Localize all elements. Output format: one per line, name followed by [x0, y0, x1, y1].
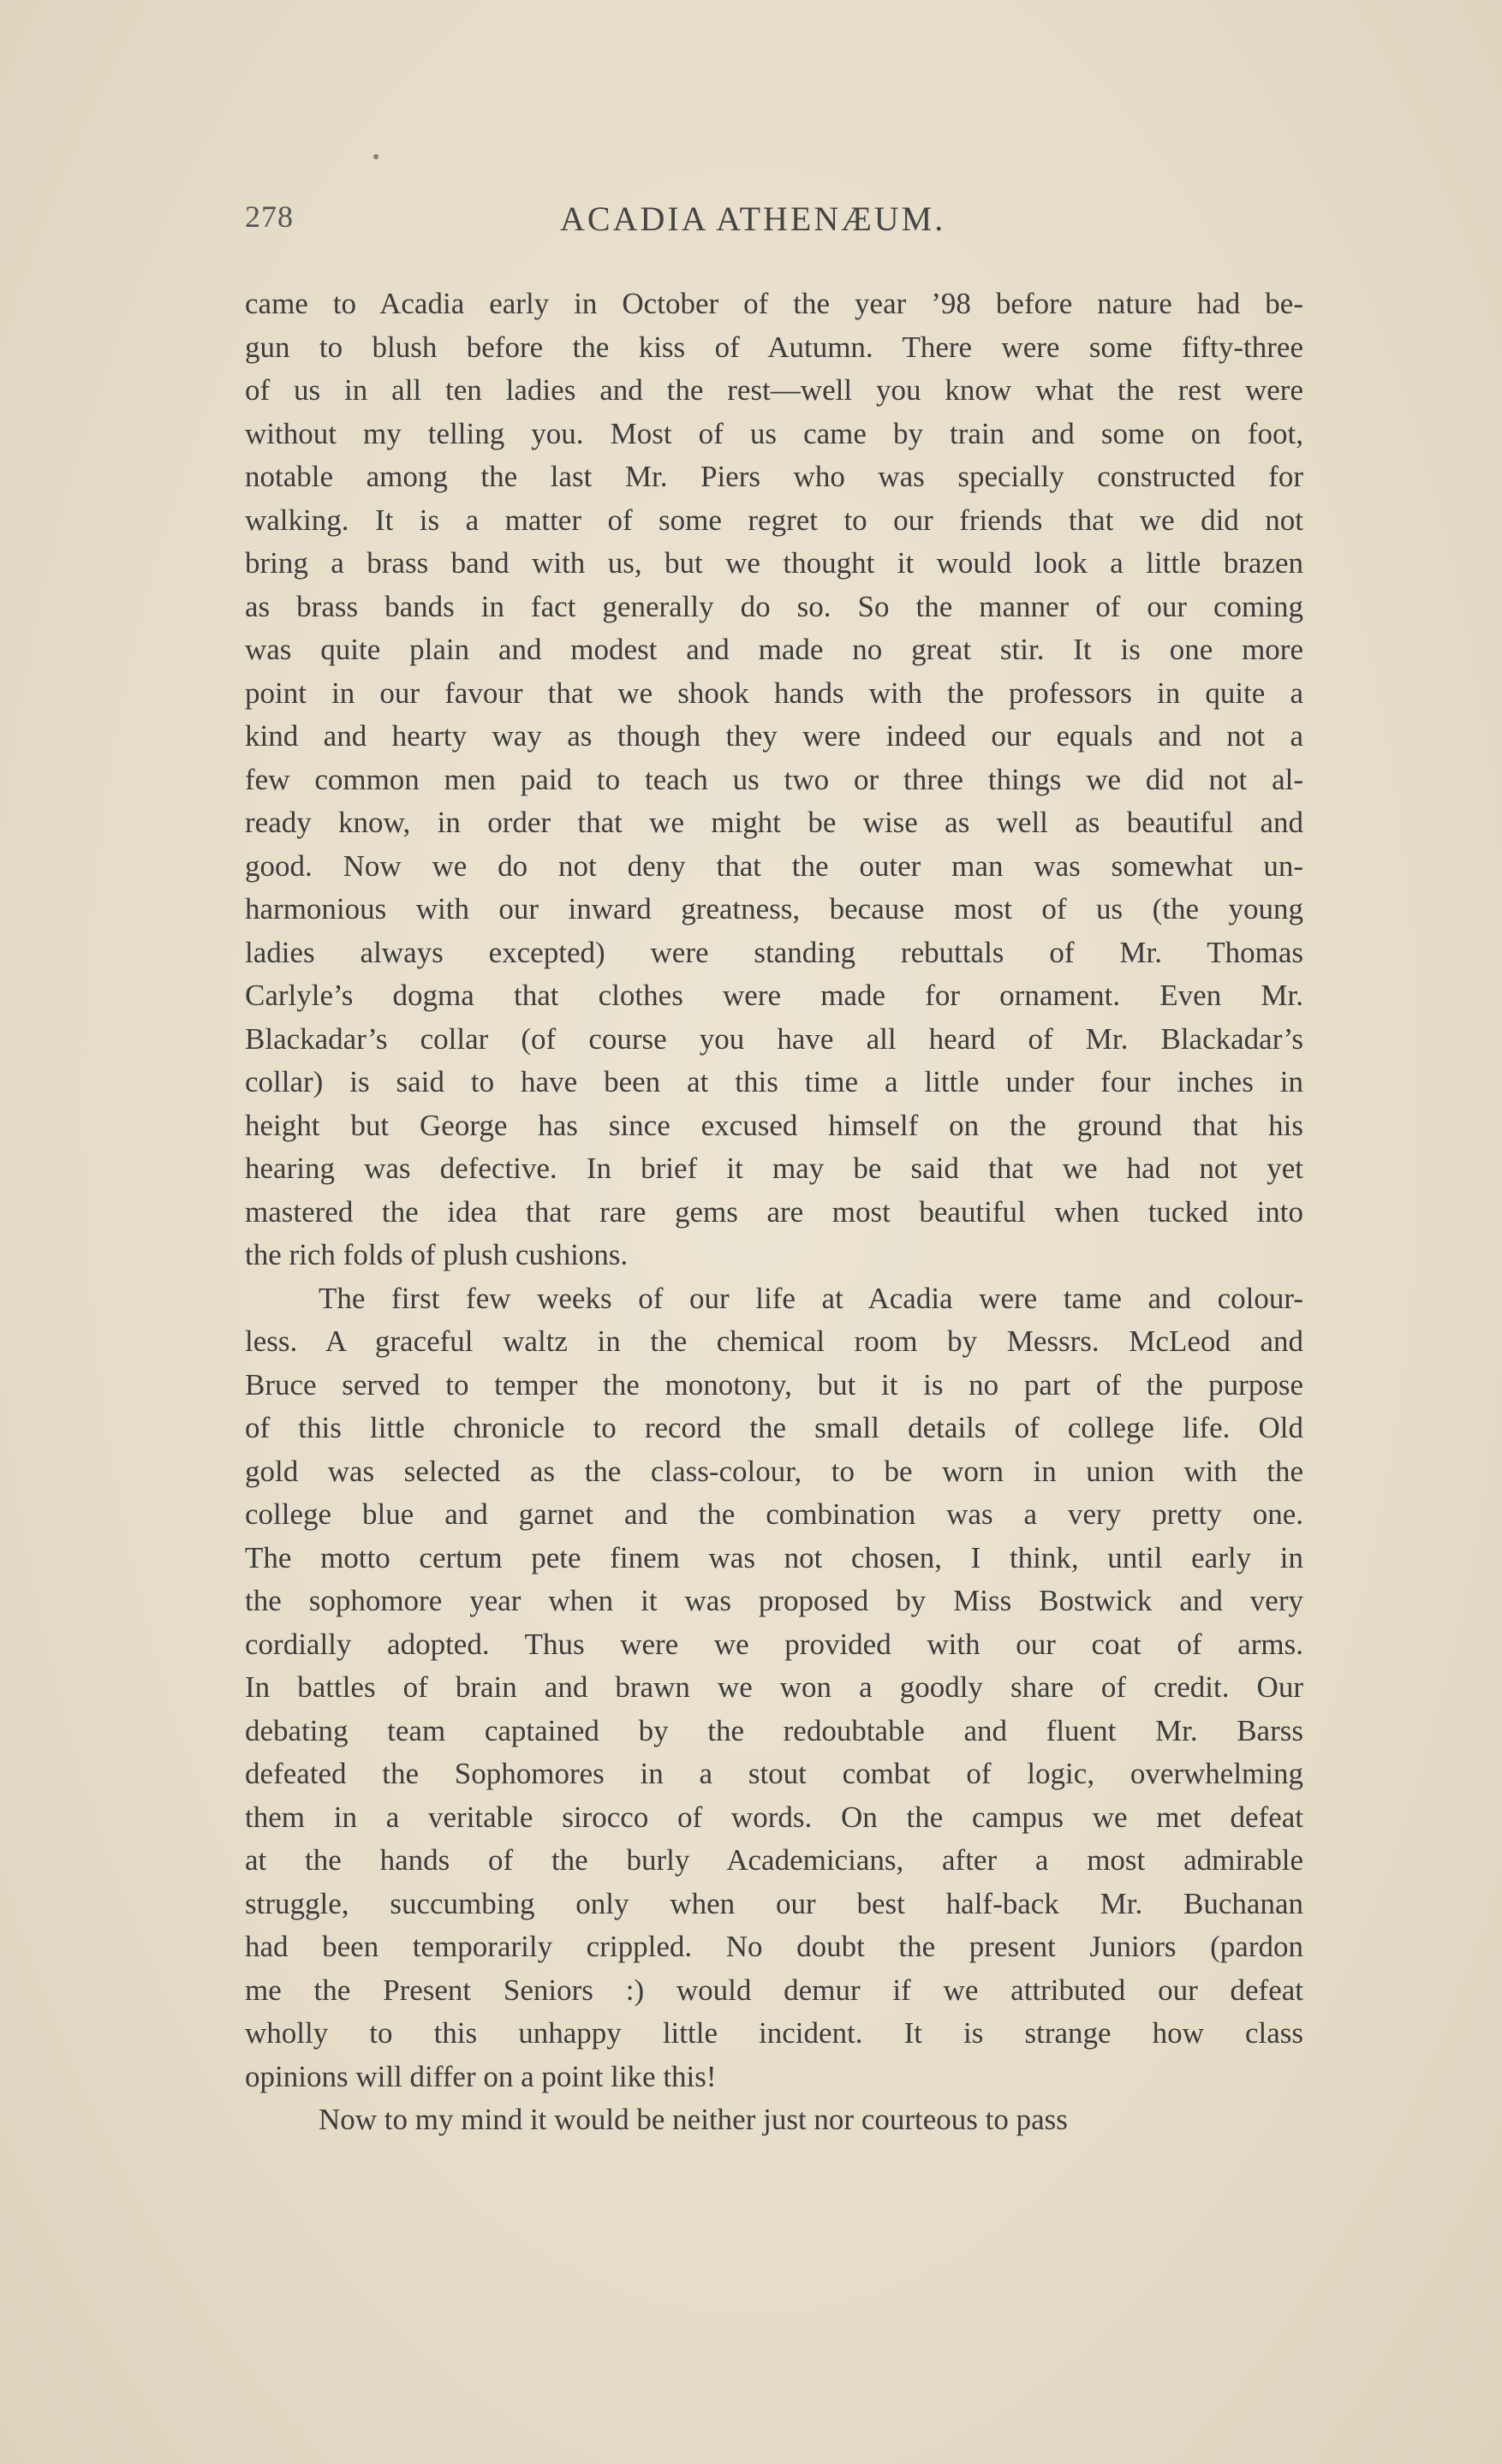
- text-line: Now to my mind it would be neither just nor courteous to pass: [319, 2103, 1068, 2136]
- text-line: as brass bands in fact generally do so. So the manner of our coming: [245, 589, 1303, 623]
- text-line: bring a brass band with us, but we thought it would look a little brazen: [245, 546, 1303, 580]
- text-line: hearing was defective. In brief it may be said that we had not yet: [245, 1152, 1303, 1185]
- text-line: opinions will differ on a point like this!: [245, 2059, 717, 2093]
- text-line: had been temporarily crippled. No doubt the present Juniors (pardon: [245, 1930, 1303, 1963]
- text-line: the sophomore year when it was proposed by Miss Bostwick and very: [245, 1584, 1303, 1617]
- text-line: of this little chronicle to record the small details of college life. Old: [245, 1411, 1303, 1444]
- text-line: few common men paid to teach us two or three things we did not al-: [245, 762, 1303, 796]
- text-line: defeated the Sophomores in a stout combat of logic, overwhelming: [245, 1757, 1303, 1790]
- text-line: college blue and garnet and the combination was a very pretty one.: [245, 1497, 1303, 1531]
- text-line: wholly to this unhappy little incident. It is strange how class: [245, 2016, 1303, 2050]
- text-line: less. A graceful waltz in the chemical room by Messrs. McLeod and: [245, 1324, 1303, 1358]
- text-line: was quite plain and modest and made no great stir. It is one more: [245, 633, 1303, 666]
- text-line: them in a veritable sirocco of words. On the campus we met defeat: [245, 1800, 1303, 1834]
- text-line: notable among the last Mr. Piers who was specially constructed for: [245, 460, 1303, 493]
- page-header: [245, 199, 1298, 250]
- text-line: Bruce served to temper the monotony, but it is no part of the purpose: [245, 1367, 1303, 1402]
- text-line: mastered the idea that rare gems are most beautiful when tucked into: [245, 1194, 1303, 1229]
- text-line: cordially adopted. Thus were we provided with our coat of arms.: [245, 1627, 1303, 1661]
- text-line: at the hands of the burly Academicians, after a most admirable: [245, 1843, 1303, 1877]
- text-line: debating team captained by the redoubtable and fluent Mr. Barss: [245, 1713, 1303, 1747]
- text-line: The motto certum pete finem was not chosen, I think, until early in: [245, 1540, 1303, 1574]
- text-line: harmonious with our inward greatness, because most of us (the young: [245, 892, 1303, 925]
- text-line: of us in all ten ladies and the rest—well you know what the rest were: [245, 373, 1303, 407]
- text-line: struggle, succumbing only when our best half-back Mr. Buchanan: [245, 1886, 1303, 1920]
- text-line: the rich folds of plush cushions.: [245, 1238, 629, 1271]
- text-line: without my telling you. Most of us came by train and some on foot,: [245, 416, 1303, 450]
- text-line: The first few weeks of our life at Acadia were tame and colour-: [319, 1281, 1303, 1315]
- text-line: Blackadar’s collar (of course you have all heard of Mr. Blackadar’s: [245, 1021, 1303, 1056]
- paper-speck: [373, 154, 378, 159]
- text-line: gun to blush before the kiss of Autumn. There were some fifty-three: [245, 330, 1303, 364]
- text-line: kind and hearty way as though they were indeed our equals and not a: [245, 719, 1303, 753]
- text-line: walking. It is a matter of some regret to our friends that we did not: [245, 503, 1303, 537]
- text-line: ready know, in order that we might be wise as well as beautiful and: [245, 806, 1303, 839]
- body-text: [245, 283, 1303, 2142]
- text-line: Carlyle’s dogma that clothes were made for ornament. Even Mr.: [245, 979, 1303, 1012]
- text-line: point in our favour that we shook hands with the professors in quite a: [245, 676, 1303, 710]
- text-line: good. Now we do not deny that the outer man was somewhat un-: [245, 848, 1303, 883]
- text-line: gold was selected as the class-colour, to be worn in union with the: [245, 1454, 1303, 1488]
- text-line: collar) is said to have been at this time a little under four inches in: [245, 1065, 1303, 1098]
- text-line: ladies always excepted) were standing rebuttals of Mr. Thomas: [245, 935, 1303, 969]
- running-title: ACADIA ATHENÆUM.: [560, 199, 946, 238]
- page-number: 278: [245, 199, 294, 234]
- text-line: height but George has since excused himself on the ground that his: [245, 1108, 1303, 1142]
- text-line: me the Present Seniors :) would demur if we attributed our defeat: [245, 1973, 1303, 2007]
- text-line: In battles of brain and brawn we won a goodly share of credit. Our: [245, 1670, 1303, 1704]
- text-line: came to Acadia early in October of the year ’98 before nature had be-: [245, 287, 1303, 320]
